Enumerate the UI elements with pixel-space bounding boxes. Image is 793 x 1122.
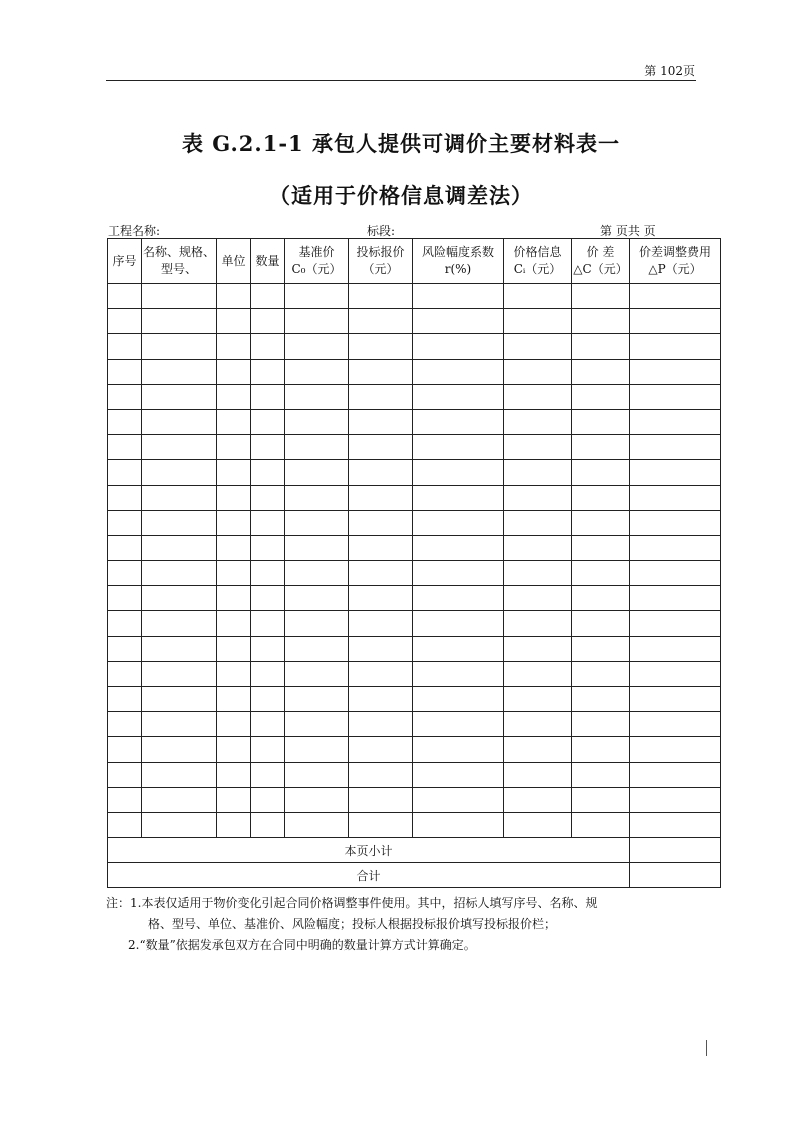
table-cell[interactable]: [630, 409, 721, 434]
table-row: [108, 460, 721, 485]
table-cell[interactable]: [108, 284, 142, 309]
table-cell[interactable]: [108, 812, 142, 837]
table-cell[interactable]: [217, 687, 251, 712]
table-cell[interactable]: [349, 435, 413, 460]
table-cell[interactable]: [630, 636, 721, 661]
table-cell[interactable]: [572, 485, 630, 510]
table-cell[interactable]: [285, 334, 349, 359]
table-cell[interactable]: [504, 762, 572, 787]
table-cell[interactable]: [630, 460, 721, 485]
table-cell[interactable]: [413, 661, 504, 686]
table-cell[interactable]: [142, 737, 217, 762]
table-cell[interactable]: [285, 762, 349, 787]
col-header-index: 序号: [108, 239, 142, 284]
table-cell[interactable]: [285, 435, 349, 460]
table-cell[interactable]: [108, 535, 142, 560]
table-cell[interactable]: [349, 636, 413, 661]
table-cell[interactable]: [285, 737, 349, 762]
table-cell[interactable]: [251, 284, 285, 309]
table-cell[interactable]: [504, 737, 572, 762]
table-cell[interactable]: [572, 712, 630, 737]
table-cell[interactable]: [217, 787, 251, 812]
table-cell[interactable]: [108, 485, 142, 510]
table-cell[interactable]: [285, 460, 349, 485]
table-cell[interactable]: [285, 586, 349, 611]
table-cell[interactable]: [504, 435, 572, 460]
table-cell[interactable]: [142, 535, 217, 560]
table-cell[interactable]: [251, 435, 285, 460]
table-cell[interactable]: [217, 435, 251, 460]
table-cell[interactable]: [142, 611, 217, 636]
table-cell[interactable]: [572, 611, 630, 636]
note-line-1: 注：1.本表仅适用于物价变化引起合同价格调整事件使用。其中，招标人填写序号、名称、规: [106, 896, 598, 910]
table-cell[interactable]: [251, 687, 285, 712]
table-row: [108, 611, 721, 636]
table-cell[interactable]: [572, 812, 630, 837]
table-cell[interactable]: [217, 334, 251, 359]
table-cell[interactable]: [142, 284, 217, 309]
table-cell[interactable]: [413, 334, 504, 359]
table-row: [108, 762, 721, 787]
table-cell[interactable]: [217, 661, 251, 686]
table-cell[interactable]: [251, 359, 285, 384]
table-cell[interactable]: [217, 636, 251, 661]
table-cell[interactable]: [413, 384, 504, 409]
table-cell[interactable]: [413, 611, 504, 636]
table-subtitle: （适用于价格信息调差法）: [269, 183, 533, 208]
table-row: [108, 384, 721, 409]
table-cell[interactable]: [413, 309, 504, 334]
table-cell[interactable]: [142, 384, 217, 409]
table-cell[interactable]: [217, 586, 251, 611]
table-cell[interactable]: [413, 636, 504, 661]
table-cell[interactable]: [630, 661, 721, 686]
table-cell[interactable]: [142, 561, 217, 586]
table-row: [108, 485, 721, 510]
table-cell[interactable]: [251, 787, 285, 812]
table-cell[interactable]: [572, 787, 630, 812]
table-cell[interactable]: [285, 812, 349, 837]
table-cell[interactable]: [572, 510, 630, 535]
col-header-base-price: 基准价 C₀（元）: [285, 239, 349, 284]
table-cell[interactable]: [349, 687, 413, 712]
table-cell[interactable]: [630, 812, 721, 837]
table-cell[interactable]: [217, 284, 251, 309]
table-cell[interactable]: [504, 812, 572, 837]
project-name-label: 工程名称:: [108, 224, 161, 238]
table-cell[interactable]: [349, 586, 413, 611]
note-line-3: 2.“数量”依据发承包双方在合同中明确的数量计算方式计算确定。: [128, 938, 476, 952]
table-cell[interactable]: [413, 435, 504, 460]
table-cell[interactable]: [504, 586, 572, 611]
table-cell[interactable]: [108, 435, 142, 460]
table-cell[interactable]: [630, 535, 721, 560]
table-cell[interactable]: [572, 762, 630, 787]
table-cell[interactable]: [413, 762, 504, 787]
subtotal-row: [108, 838, 721, 863]
table-cell[interactable]: [142, 762, 217, 787]
note-line-2: 格、型号、单位、基准价、风险幅度；投标人根据投标报价填写投标报价栏；: [148, 917, 557, 931]
table-row: [108, 359, 721, 384]
col-header-bid-price: 投标报价 （元）: [349, 239, 413, 284]
table-cell[interactable]: [142, 435, 217, 460]
table-cell[interactable]: [108, 334, 142, 359]
table-row: [108, 510, 721, 535]
table-cell[interactable]: [504, 510, 572, 535]
table-row: [108, 712, 721, 737]
table-row: [108, 561, 721, 586]
table-cell[interactable]: [251, 737, 285, 762]
table-cell[interactable]: [413, 687, 504, 712]
table-cell[interactable]: [630, 737, 721, 762]
table-cell[interactable]: [142, 485, 217, 510]
table-title: 表 G.2.1-1 承包人提供可调价主要材料表一: [182, 131, 620, 156]
table-row: [108, 737, 721, 762]
table-cell[interactable]: [504, 535, 572, 560]
table-cell[interactable]: [349, 712, 413, 737]
table-cell[interactable]: [251, 334, 285, 359]
table-cell[interactable]: [349, 334, 413, 359]
table-cell[interactable]: [630, 712, 721, 737]
table-cell[interactable]: [504, 284, 572, 309]
table-row: [108, 309, 721, 334]
table-cell[interactable]: [504, 485, 572, 510]
table-cell[interactable]: [142, 636, 217, 661]
table-row: [108, 812, 721, 837]
table-cell[interactable]: [349, 737, 413, 762]
table-cell[interactable]: [251, 636, 285, 661]
table-cell[interactable]: [108, 611, 142, 636]
table-cell[interactable]: [349, 812, 413, 837]
table-cell[interactable]: [251, 661, 285, 686]
page-count-label: 第 页共 页: [600, 224, 656, 238]
table-cell[interactable]: [349, 359, 413, 384]
table-cell[interactable]: [251, 535, 285, 560]
table-cell[interactable]: [572, 384, 630, 409]
table-cell[interactable]: [285, 636, 349, 661]
table-cell[interactable]: [572, 535, 630, 560]
table-row: [108, 334, 721, 359]
table-row: [108, 586, 721, 611]
table-cell[interactable]: [630, 787, 721, 812]
table-cell[interactable]: [251, 712, 285, 737]
table-cell[interactable]: [630, 611, 721, 636]
table-cell[interactable]: [108, 586, 142, 611]
table-cell[interactable]: [217, 485, 251, 510]
table-cell[interactable]: [142, 359, 217, 384]
table-cell[interactable]: [108, 561, 142, 586]
table-cell[interactable]: [142, 712, 217, 737]
table-cell[interactable]: [572, 309, 630, 334]
table-cell[interactable]: [142, 586, 217, 611]
table-cell[interactable]: [285, 359, 349, 384]
table-cell[interactable]: [504, 334, 572, 359]
table-cell[interactable]: [349, 460, 413, 485]
table-cell[interactable]: [413, 586, 504, 611]
table-cell[interactable]: [108, 309, 142, 334]
col-header-price-info: 价格信息 Cᵢ（元）: [504, 239, 572, 284]
table-cell[interactable]: [630, 510, 721, 535]
table-cell[interactable]: [251, 409, 285, 434]
table-cell[interactable]: [217, 561, 251, 586]
table-cell[interactable]: [349, 762, 413, 787]
total-label: 合计: [108, 863, 630, 888]
table-cell[interactable]: [285, 485, 349, 510]
table-cell[interactable]: [572, 284, 630, 309]
table-cell[interactable]: [349, 561, 413, 586]
col-header-risk-coefficient: 风险幅度系数 r(%): [413, 239, 504, 284]
table-cell[interactable]: [142, 334, 217, 359]
table-cell[interactable]: [108, 636, 142, 661]
table-cell[interactable]: [504, 384, 572, 409]
table-cell[interactable]: [251, 510, 285, 535]
table-cell[interactable]: [630, 687, 721, 712]
table-cell[interactable]: [108, 737, 142, 762]
table-cell[interactable]: [349, 409, 413, 434]
table-cell[interactable]: [285, 687, 349, 712]
table-cell[interactable]: [572, 687, 630, 712]
table-cell[interactable]: [285, 510, 349, 535]
table-cell[interactable]: [413, 737, 504, 762]
table-cell[interactable]: [413, 284, 504, 309]
table-cell[interactable]: [504, 636, 572, 661]
notes: [106, 893, 696, 956]
table-cell[interactable]: [251, 309, 285, 334]
table-cell[interactable]: [504, 561, 572, 586]
table-cell[interactable]: [349, 661, 413, 686]
table-cell[interactable]: [142, 409, 217, 434]
col-header-price-difference: 价 差 △C（元）: [572, 239, 630, 284]
table-cell[interactable]: [108, 687, 142, 712]
total-value-cell[interactable]: [630, 863, 721, 888]
table-cell[interactable]: [630, 334, 721, 359]
col-header-quantity: 数量: [251, 239, 285, 284]
table-cell[interactable]: [504, 409, 572, 434]
table-cell[interactable]: [217, 510, 251, 535]
table-cell[interactable]: [349, 787, 413, 812]
table-cell[interactable]: [630, 284, 721, 309]
table-cell[interactable]: [142, 787, 217, 812]
subtotal-label: 本页小计: [108, 838, 630, 863]
section-label: 标段:: [367, 224, 396, 238]
table-cell[interactable]: [504, 787, 572, 812]
table-cell[interactable]: [285, 535, 349, 560]
table-cell[interactable]: [630, 435, 721, 460]
table-cell[interactable]: [504, 309, 572, 334]
table-cell[interactable]: [349, 485, 413, 510]
table-cell[interactable]: [413, 812, 504, 837]
table-cell[interactable]: [572, 586, 630, 611]
table-cell[interactable]: [251, 485, 285, 510]
table-cell[interactable]: [572, 359, 630, 384]
margin-mark: [706, 1040, 707, 1056]
table-cell[interactable]: [142, 510, 217, 535]
table-cell[interactable]: [251, 561, 285, 586]
table-cell[interactable]: [630, 359, 721, 384]
table-cell[interactable]: [285, 611, 349, 636]
table-cell[interactable]: [217, 535, 251, 560]
table-cell[interactable]: [285, 712, 349, 737]
table-cell[interactable]: [630, 309, 721, 334]
table-cell[interactable]: [285, 384, 349, 409]
table-cell[interactable]: [285, 661, 349, 686]
table-row: [108, 687, 721, 712]
header-rule: [106, 80, 696, 81]
table-header-row: [108, 239, 721, 284]
table-cell[interactable]: [572, 334, 630, 359]
table-cell[interactable]: [108, 460, 142, 485]
table-cell[interactable]: [349, 535, 413, 560]
table-cell[interactable]: [217, 309, 251, 334]
table-cell[interactable]: [251, 384, 285, 409]
table-cell[interactable]: [413, 510, 504, 535]
table-cell[interactable]: [108, 510, 142, 535]
table-cell[interactable]: [572, 460, 630, 485]
table-cell[interactable]: [285, 409, 349, 434]
table-cell[interactable]: [630, 384, 721, 409]
table-cell[interactable]: [251, 586, 285, 611]
table-cell[interactable]: [630, 561, 721, 586]
col-header-adjustment-cost: 价差调整费用 △P（元）: [630, 239, 721, 284]
table-cell[interactable]: [349, 611, 413, 636]
table-cell[interactable]: [217, 762, 251, 787]
table-cell[interactable]: [108, 384, 142, 409]
table-row: [108, 661, 721, 686]
table-row: [108, 284, 721, 309]
table-cell[interactable]: [108, 409, 142, 434]
table-cell[interactable]: [413, 535, 504, 560]
table-cell[interactable]: [251, 812, 285, 837]
materials-table: [107, 238, 721, 888]
table-cell[interactable]: [413, 712, 504, 737]
table-cell[interactable]: [572, 737, 630, 762]
table-cell[interactable]: [572, 561, 630, 586]
table-cell[interactable]: [217, 812, 251, 837]
table-cell[interactable]: [349, 510, 413, 535]
table-cell[interactable]: [572, 409, 630, 434]
table-cell[interactable]: [413, 485, 504, 510]
table-cell[interactable]: [504, 661, 572, 686]
table-cell[interactable]: [285, 561, 349, 586]
table-row: [108, 787, 721, 812]
table-cell[interactable]: [217, 611, 251, 636]
table-cell[interactable]: [504, 460, 572, 485]
table-cell[interactable]: [217, 359, 251, 384]
table-cell[interactable]: [504, 712, 572, 737]
table-cell[interactable]: [413, 787, 504, 812]
table-cell[interactable]: [630, 485, 721, 510]
table-cell[interactable]: [142, 661, 217, 686]
table-cell[interactable]: [285, 309, 349, 334]
table-cell[interactable]: [572, 661, 630, 686]
table-cell[interactable]: [251, 460, 285, 485]
table-cell[interactable]: [142, 687, 217, 712]
table-cell[interactable]: [572, 636, 630, 661]
table-cell[interactable]: [504, 359, 572, 384]
table-cell[interactable]: [413, 409, 504, 434]
table-cell[interactable]: [217, 737, 251, 762]
table-cell[interactable]: [108, 661, 142, 686]
table-cell[interactable]: [413, 460, 504, 485]
page-number: 第 102页: [644, 64, 695, 78]
table-cell[interactable]: [251, 762, 285, 787]
table-cell[interactable]: [285, 787, 349, 812]
table-row: [108, 409, 721, 434]
table-cell[interactable]: [142, 460, 217, 485]
col-header-unit: 单位: [217, 239, 251, 284]
table-cell[interactable]: [108, 712, 142, 737]
table-cell[interactable]: [217, 460, 251, 485]
table-cell[interactable]: [108, 762, 142, 787]
total-row: [108, 863, 721, 888]
table-row: [108, 435, 721, 460]
table-cell[interactable]: [413, 561, 504, 586]
table-cell[interactable]: [217, 409, 251, 434]
table-row: [108, 535, 721, 560]
table-cell[interactable]: [217, 712, 251, 737]
table-cell[interactable]: [349, 284, 413, 309]
table-cell[interactable]: [217, 384, 251, 409]
table-cell[interactable]: [630, 762, 721, 787]
col-header-name-spec: 名称、规格、 型号、: [142, 239, 217, 284]
table-cell[interactable]: [504, 687, 572, 712]
table-cell[interactable]: [108, 787, 142, 812]
table-cell[interactable]: [504, 611, 572, 636]
table-cell[interactable]: [142, 812, 217, 837]
table-cell[interactable]: [349, 384, 413, 409]
table-cell[interactable]: [108, 359, 142, 384]
subtotal-value-cell[interactable]: [630, 838, 721, 863]
table-cell[interactable]: [349, 309, 413, 334]
table-cell[interactable]: [630, 586, 721, 611]
table-cell[interactable]: [251, 611, 285, 636]
table-cell[interactable]: [285, 284, 349, 309]
table-row: [108, 636, 721, 661]
table-cell[interactable]: [413, 359, 504, 384]
table-cell[interactable]: [142, 309, 217, 334]
table-cell[interactable]: [572, 435, 630, 460]
